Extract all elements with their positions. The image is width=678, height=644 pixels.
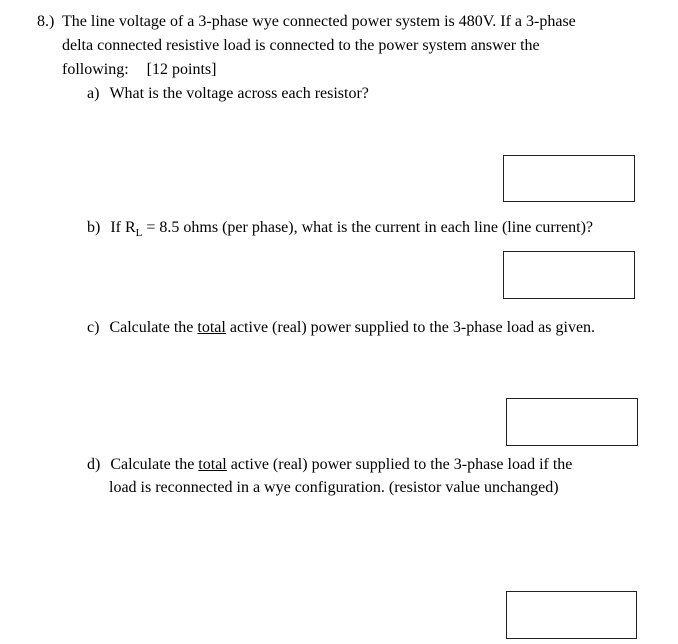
question-stem-following: following: — [62, 61, 129, 78]
part-c-text — [109, 319, 595, 336]
points-label: [12 points] — [146, 61, 217, 78]
answer-box-c[interactable] — [506, 398, 638, 446]
question-stem-line-3 — [62, 60, 216, 80]
part-c — [87, 318, 595, 338]
part-b-text — [110, 219, 594, 240]
part-a-text: What is the voltage across each resistor? — [109, 85, 369, 102]
question-stem-line-1: The line voltage of a 3-phase wye connected power system is 480V. If a 3-phase — [62, 13, 576, 30]
part-d-label: d) — [87, 456, 101, 473]
answer-box-b[interactable] — [503, 251, 635, 299]
part-b-text-prefix: If R — [110, 219, 136, 236]
part-b-label: b) — [87, 219, 101, 236]
part-d-emphasis: total — [198, 456, 227, 473]
part-d-line-2: load is reconnected in a wye configuration. (resistor value unchanged) — [109, 479, 559, 496]
part-d-text-line-1 — [110, 456, 572, 473]
answer-box-a[interactable] — [503, 155, 635, 202]
part-d-line-1 — [87, 455, 572, 475]
part-b — [87, 218, 593, 243]
part-a — [87, 84, 369, 104]
question-number: 8.) — [37, 13, 55, 30]
part-c-text-before: Calculate the — [109, 319, 198, 336]
question-stem-line-2: delta connected resistive load is connected to the power system answer the — [62, 37, 540, 54]
part-a-label: a) — [87, 85, 100, 102]
part-b-subscript: L — [135, 227, 143, 240]
part-c-emphasis: total — [197, 319, 226, 336]
part-d-text-before: Calculate the — [110, 456, 199, 473]
part-c-label: c) — [87, 319, 100, 336]
answer-box-d[interactable] — [506, 591, 637, 639]
part-c-text-after: active (real) power supplied to the 3-phase load as given. — [225, 319, 596, 336]
part-b-text-suffix: = 8.5 ohms (per phase), what is the current in each line (line current)? — [142, 219, 594, 236]
part-d-text-after: active (real) power supplied to the 3-phase load if the — [226, 456, 573, 473]
